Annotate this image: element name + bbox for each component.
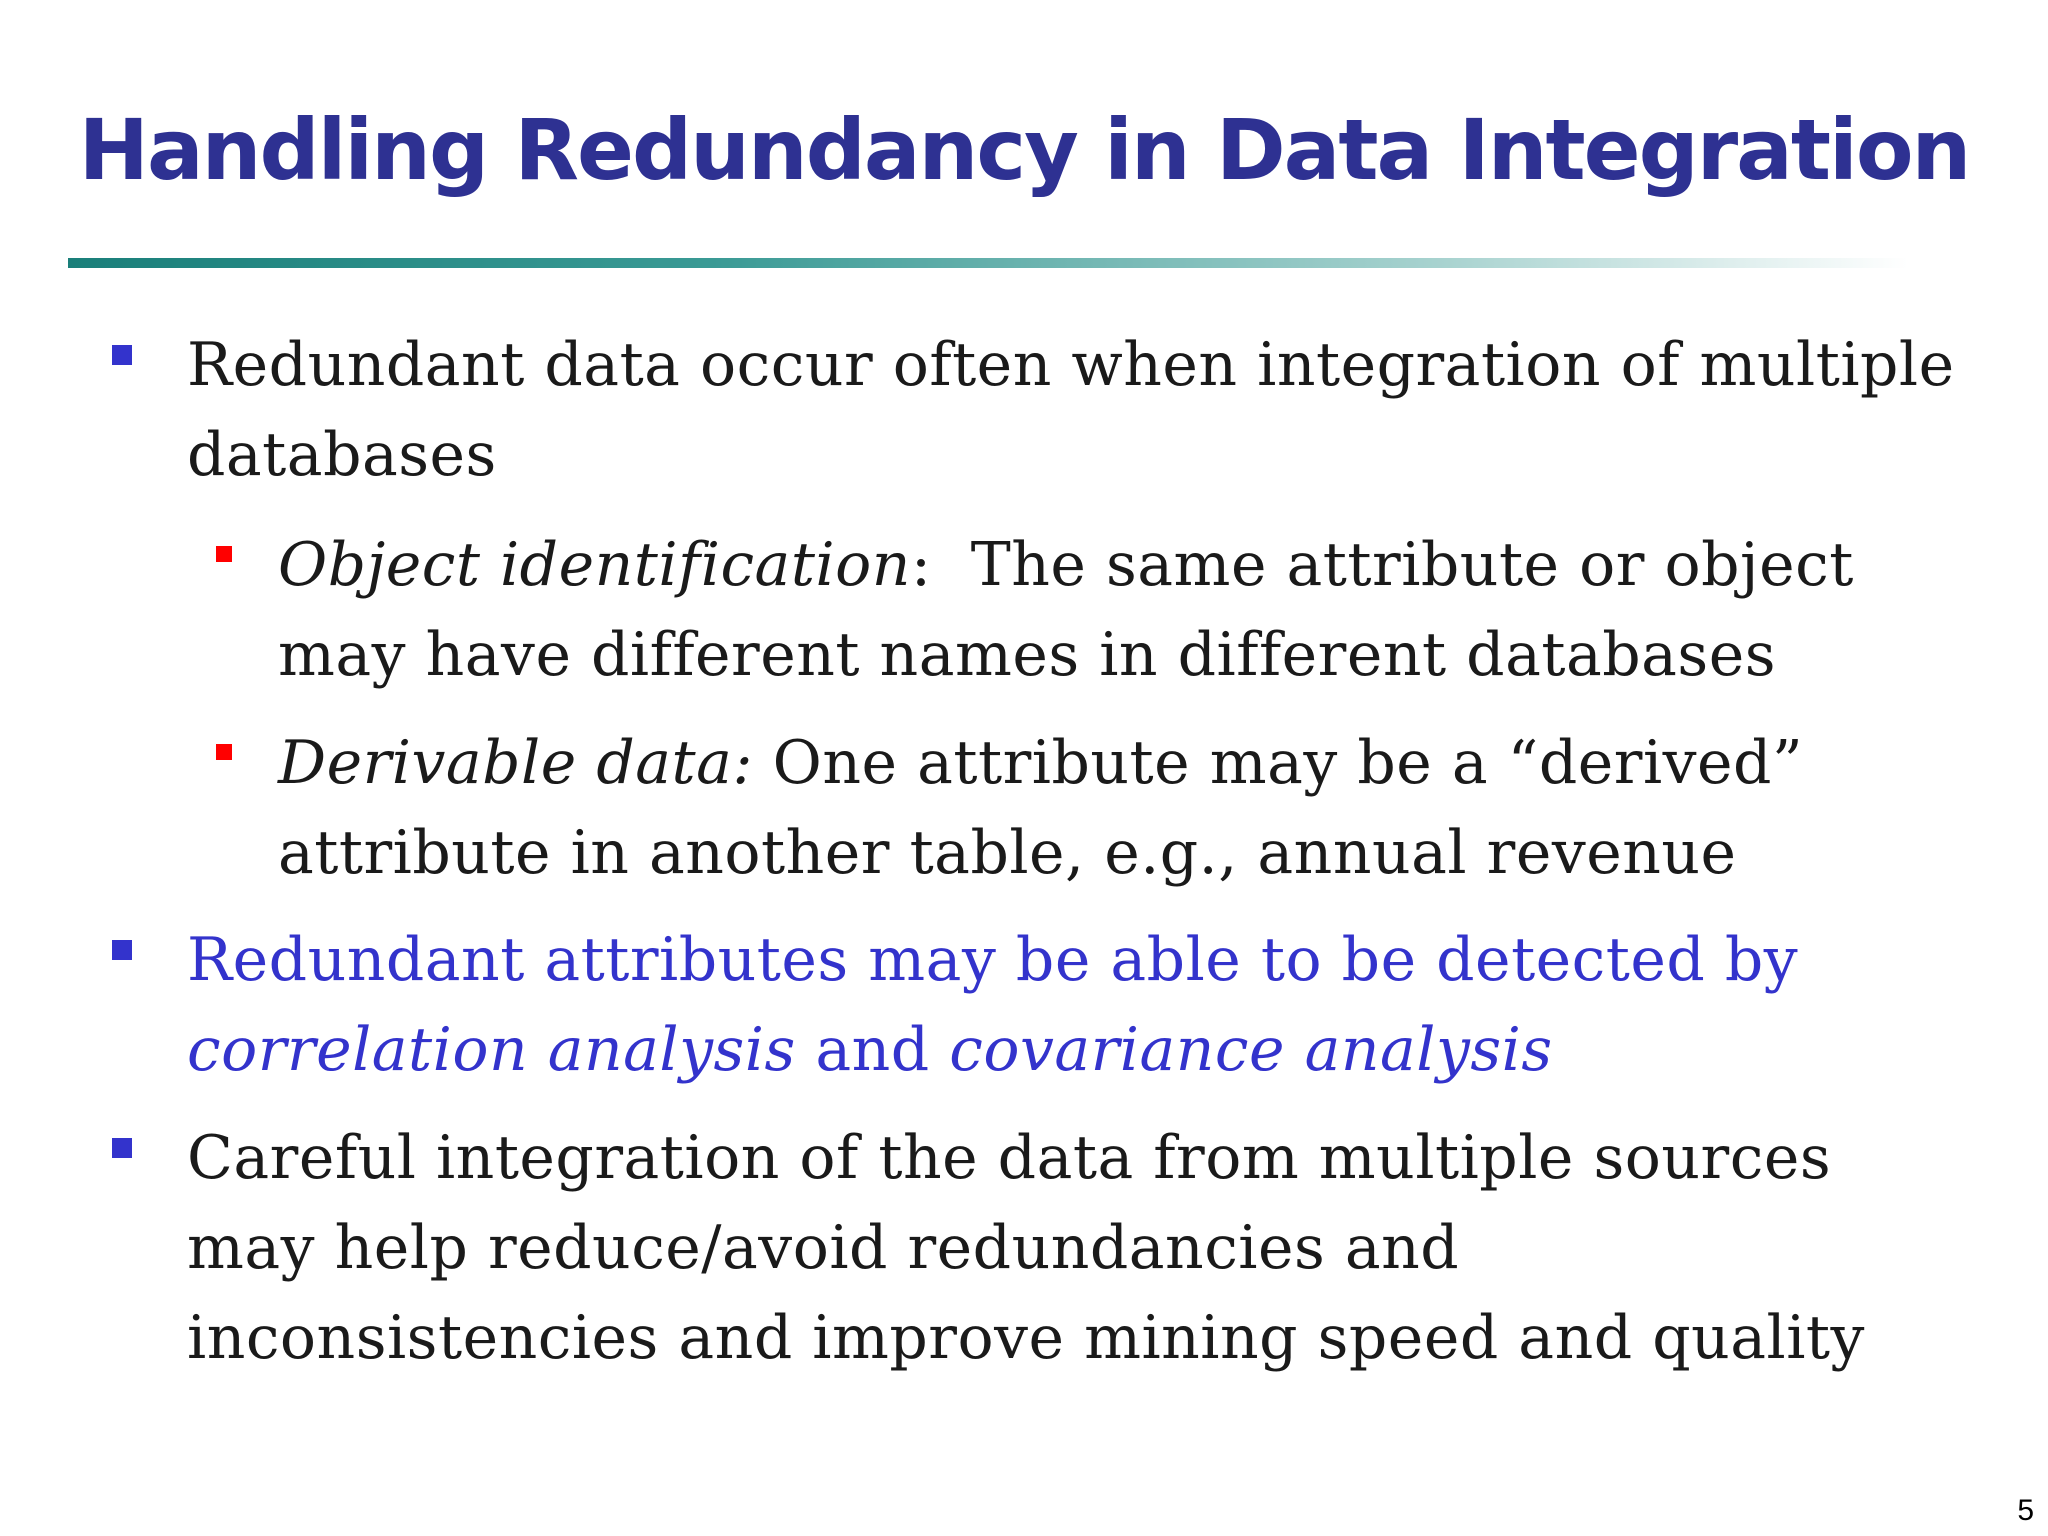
bullet-2-mid: and [795,1015,950,1085]
sub-bullet-1-line-1 [278,520,1854,610]
bullet-marker-2 [112,940,132,960]
sub-bullet-marker-2 [216,744,232,760]
sub-bullet-2-line-2: attribute in another table, e.g., annual revenue [278,818,1737,888]
bullet-2-line-1: Redundant attributes may be able to be detected by [187,925,1799,995]
bullet-2-term-correlation: correlation analysis [187,1015,796,1085]
sub-bullet-2-line-1 [278,718,1803,808]
bullet-3-line-2: may help reduce/avoid redundancies and [187,1213,1460,1283]
bullet-1-line-2: databases [187,420,497,490]
bullet-3-line-1: Careful integration of the data from multiple sources [187,1123,1832,1193]
bullet-3-line-3: inconsistencies and improve mining speed and quality [187,1303,1865,1373]
page-number: 5 [2017,1494,2034,1527]
bullet-2-term-covariance: covariance analysis [949,1015,1553,1085]
bullet-1-line-1: Redundant data occur often when integration of multiple [187,330,1955,400]
sub-bullet-1-line-2: may have different names in different databases [278,620,1777,690]
slide-title: Handling Redundancy in Data Integration [78,101,1970,199]
title-divider [68,258,1908,268]
bullet-marker-1 [112,345,132,365]
bullet-2-line-2 [187,1005,1553,1095]
sub-bullet-marker-1 [216,546,232,562]
bullet-marker-3 [112,1138,132,1158]
sub-bullet-2-rest: One attribute may be a “derived” [753,728,1804,798]
sub-bullet-1-term: Object identification [278,530,911,600]
sub-bullet-2-term: Derivable data: [278,728,754,798]
sub-bullet-1-rest: : The same attribute or object [910,530,1854,600]
